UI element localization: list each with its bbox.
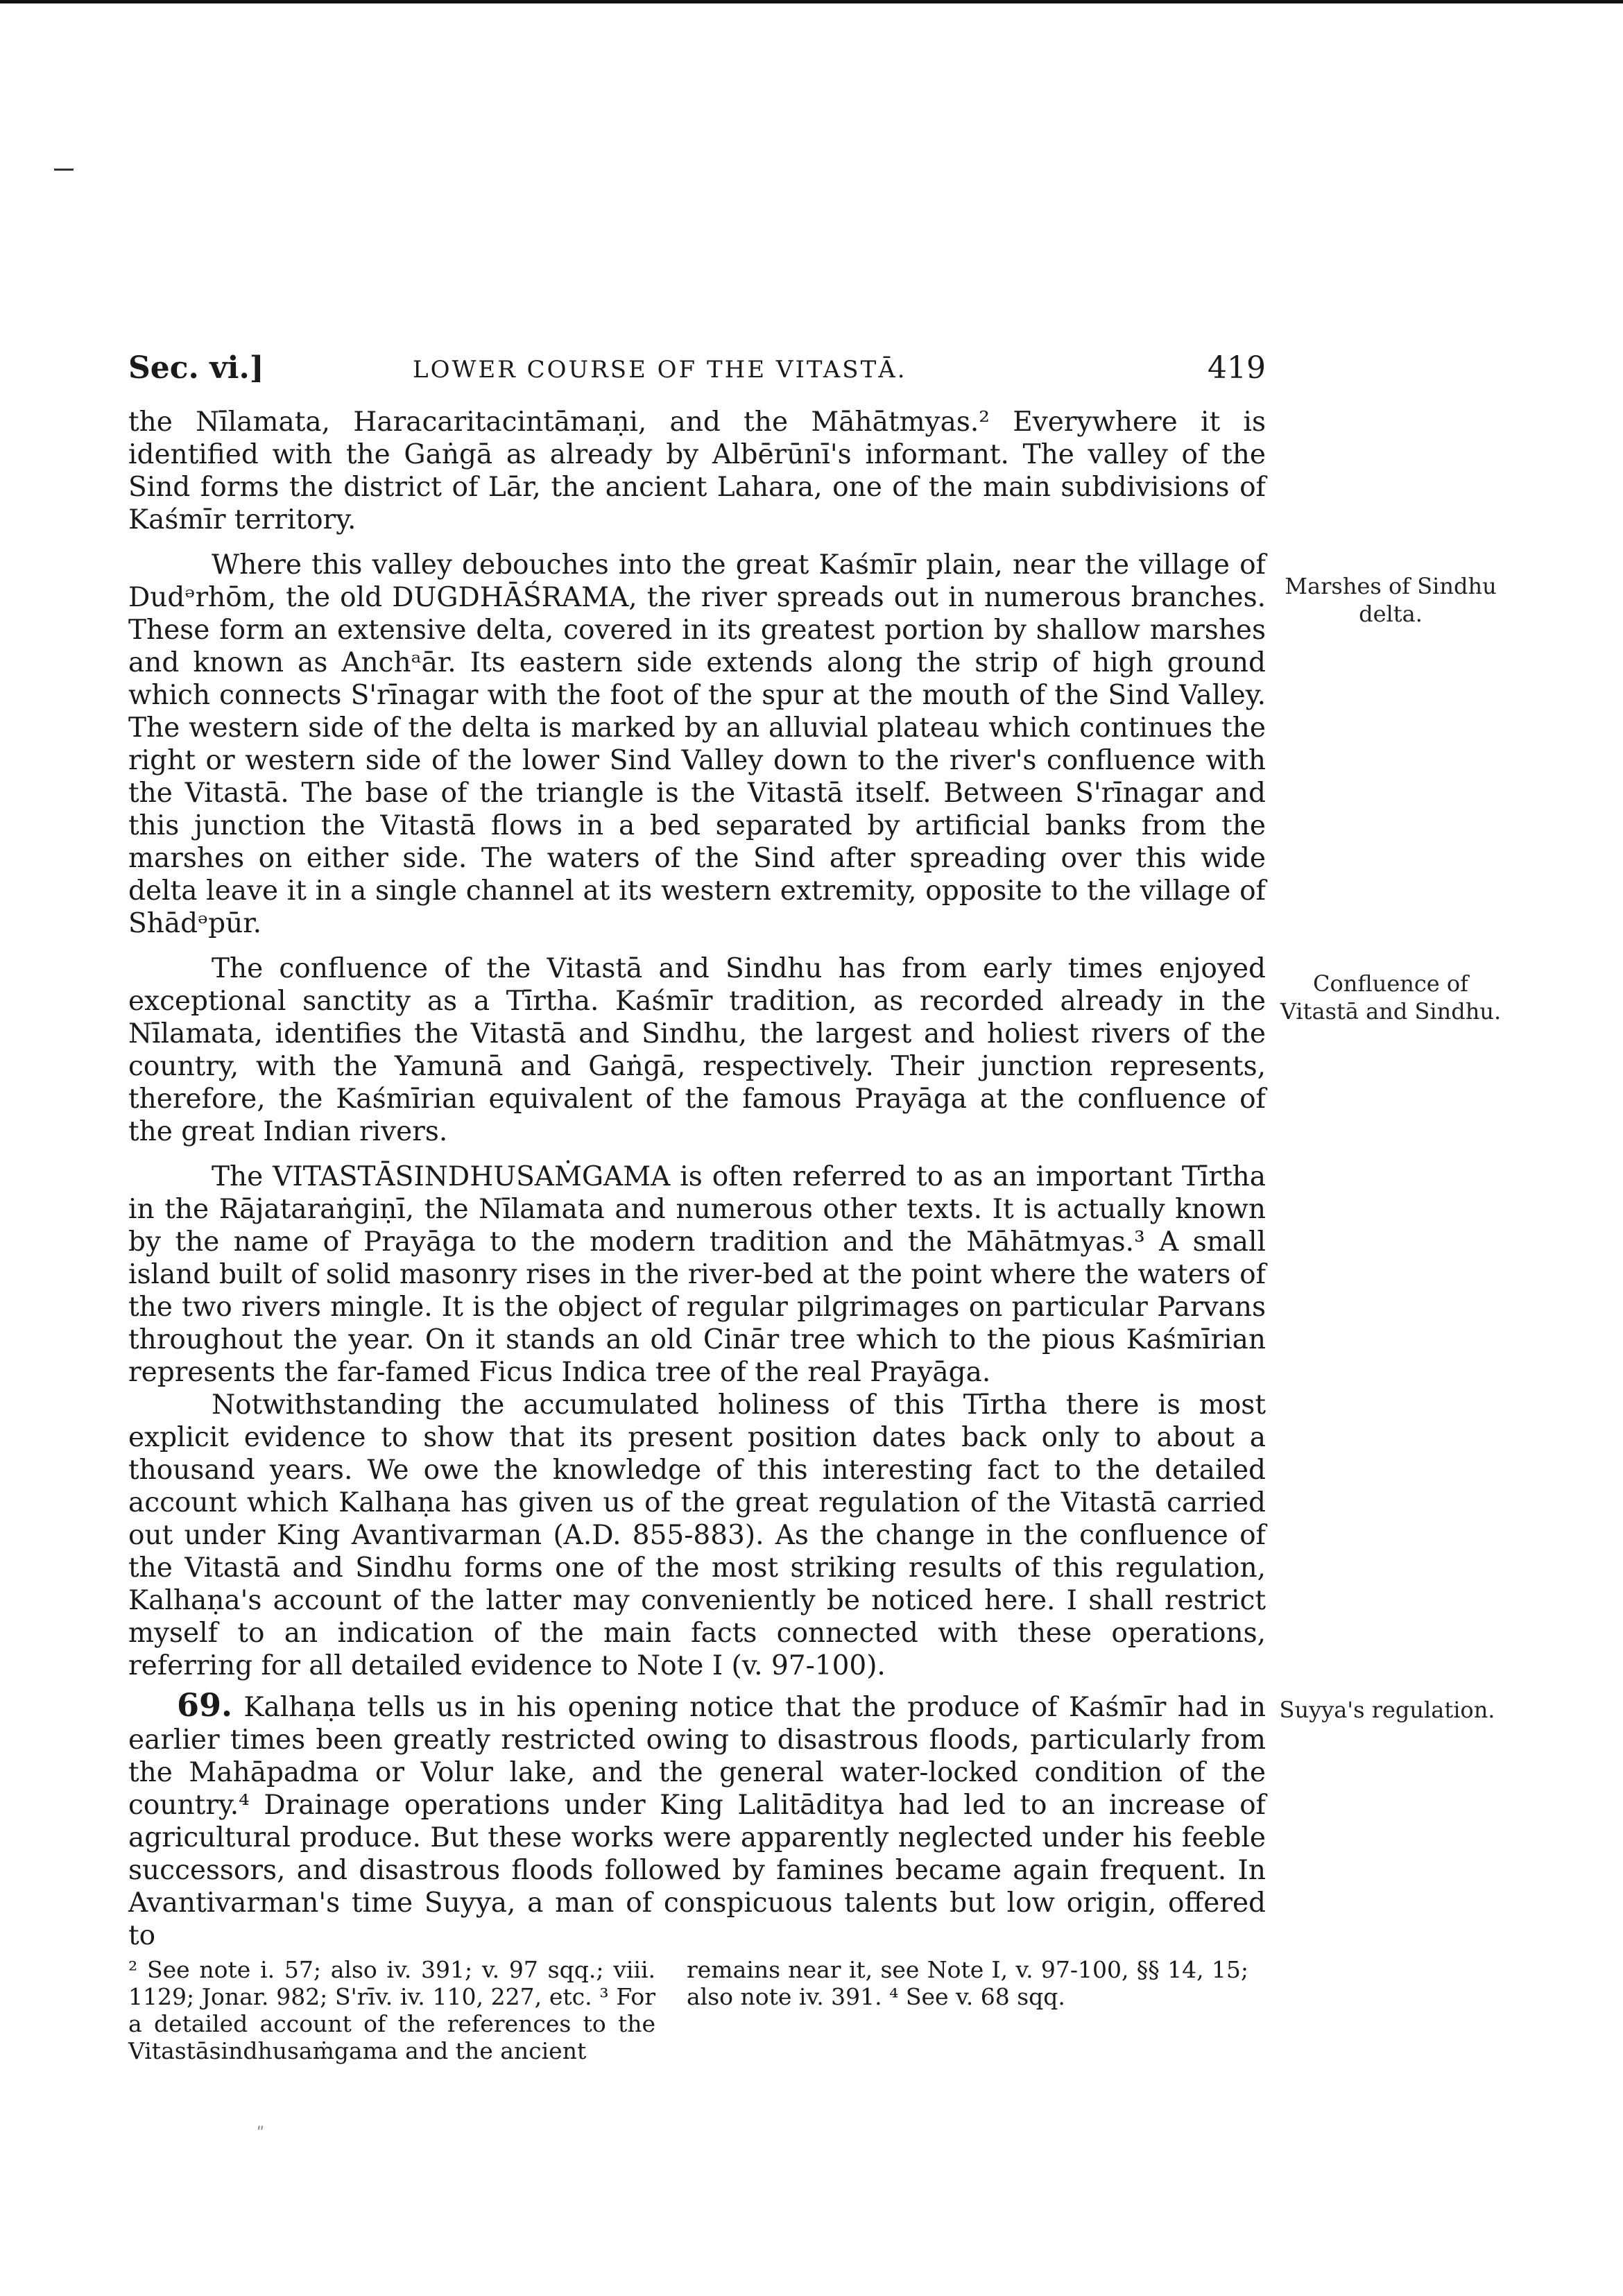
stray-scan-mark: ʺ <box>257 2124 265 2143</box>
paragraph-6 <box>128 1686 1266 1952</box>
paragraph-3: The confluence of the Vitastā and Sindhu has from early times enjoyed exceptional sanctity as a Tīrtha. Kaśmīr tradition, as recorded already in the Nīlamata, identifies the Vitastā and Sindhu, the largest and holiest rivers of the country, with the Yamunā and Gaṅgā, respectively. Their junction represents, therefore, the Kaśmīrian equivalent of the famous Prayāga at the confluence of the great Indian rivers. <box>128 953 1266 1147</box>
page-number: 419 <box>1208 350 1266 386</box>
margin-note-confluence: Confluence of Vitastā and Sindhu. <box>1280 970 1502 1025</box>
margin-note-marshes: Marshes of Sindhu delta. <box>1285 573 1497 627</box>
footnotes-right: remains near it, see Note I, v. 97-100, §§ 14, 15; also note iv. 391. ⁴ See v. 68 sqq. <box>687 1956 1248 2010</box>
page-header <box>128 350 1266 399</box>
body-text <box>128 406 1266 1952</box>
scan-dash-mark <box>54 169 74 171</box>
section-number: 69. <box>177 1686 233 1724</box>
running-title: LOWER COURSE OF THE VITASTĀ. <box>413 356 907 384</box>
paragraph-2: Where this valley debouches into the great Kaśmīr plain, near the village of Dudᵊrhōm, the old DUGDHĀŚRAMA, the river spreads out in numerous branches. These form an extensive delta, covered in its greatest portion by shallow marshes and known as Anchᵃār. Its eastern side extends along the strip of high ground which connects S'rīnagar with the foot of the spur at the mouth of the Sind Valley. The western side of the delta is marked by an alluvial plateau which continues the right or western side of the lower Sind Valley down to the river's confluence with the Vitastā. The base of the triangle is the Vitastā itself. Between S'rīnagar and this junction the Vitastā flows in a bed separated by artificial banks from the marshes on either side. The waters of the Sind after spreading over this wide delta leave it in a single channel at its western extremity, opposite to the village of Shādᵊpūr. <box>128 549 1266 939</box>
scan-top-border <box>0 0 1623 3</box>
paragraph-5: Notwithstanding the accumulated holiness of this Tīrtha there is most explicit evidence to show that its present position dates back only to about a thousand years. We owe the knowledge of this interesting fact to the detailed account which Kalhaṇa has given us of the great regulation of the Vitastā carried out under King Avantivarman (A.D. 855-883). As the change in the confluence of the Vitastā and Sindhu forms one of the most striking results of this regulation, Kalhaṇa's account of the latter may conveniently be noticed here. I shall restrict myself to an indication of the main facts connected with these operations, referring for all detailed evidence to Note I (v. 97-100). <box>128 1389 1266 1681</box>
paragraph-1: the Nīlamata, Haracaritacintāmaṇi, and the Māhātmyas.² Everywhere it is identified with the Gaṅgā as already by Albērūnī's informant. The valley of the Sind forms the district of Lār, the ancient Lahara, one of the main subdivisions of Kaśmīr territory. <box>128 406 1266 536</box>
paragraph-6-text: Kalhaṇa tells us in his opening notice that the produce of Kaśmīr had in earlier times been greatly restricted owing to disastrous floods, particularly from the Mahāpadma or Volur lake, and the general water-locked condition of the country.⁴ Drainage operations under King Lalitāditya had led to an increase of agricultural produce. But these works were apparently neglected under his feeble successors, and disastrous floods followed by famines became again frequent. In Avantivarman's time Suyya, a man of conspicuous talents but low origin, offered to <box>128 1692 1266 1951</box>
footnotes-left: ² See note i. 57; also iv. 391; v. 97 sqq.; viii. 1129; Jonar. 982; S'rīv. iv. 110, 227, etc. ³ For a detailed account of the references to the Vitastāsindhusaṁgama and the ancient <box>128 1956 655 2064</box>
margin-note-suyya: Suyya's regulation. <box>1279 1697 1495 1723</box>
section-label: Sec. vi.] <box>128 350 264 386</box>
paragraph-4: The VITASTĀSINDHUSAṀGAMA is often referred to as an important Tīrtha in the Rājataraṅgiṇī, the Nīlamata and numerous other texts. It is actually known by the name of Prayāga to the modern tradition and the Māhātmyas.³ A small island built of solid masonry rises in the river-bed at the point where the waters of the two rivers mingle. It is the object of regular pilgrimages on particular Parvans throughout the year. On it stands an old Cinār tree which to the pious Kaśmīrian represents the far-famed Ficus Indica tree of the real Prayāga. <box>128 1161 1266 1388</box>
